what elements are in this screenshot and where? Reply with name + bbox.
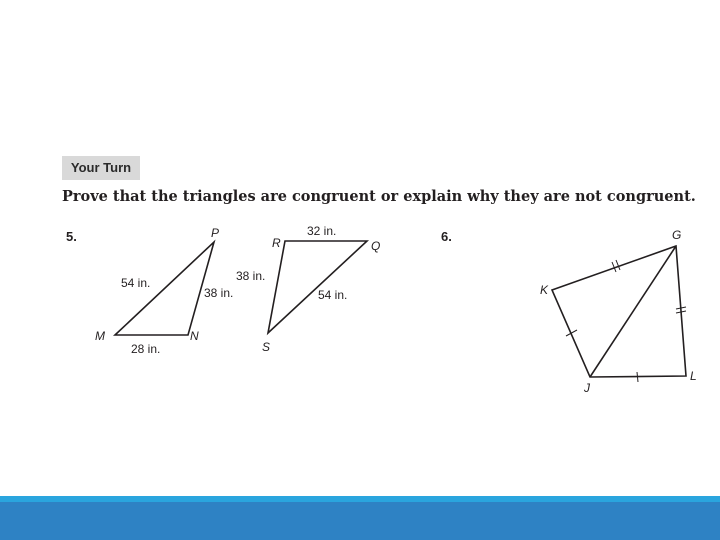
side-rq-label: 32 in. [307,224,337,238]
diagonal-gj [590,246,676,377]
tick-jl [637,372,638,382]
side-rs-label: 38 in. [236,269,266,283]
vertex-s: S [262,340,271,354]
triangle-rqs-outline [268,241,367,333]
vertex-r: R [272,236,281,250]
problem-5-number: 5. [66,229,77,244]
side-mp-label: 54 in. [121,276,151,290]
prompt-text: Prove that the triangles are congruent or explain why they are not congruent. [62,188,696,205]
your-turn-label: Your Turn [62,156,140,180]
vertex-p: P [211,226,220,240]
vertex-m: M [95,329,105,343]
vertex-j: J [584,381,590,395]
quadrilateral-gkjl [552,246,686,377]
side-mn-label: 28 in. [131,342,161,356]
tick-kg [612,260,620,272]
footer-bar [0,502,720,540]
quadrilateral-outline [552,246,686,377]
triangle-rqs [268,241,367,333]
vertex-q: Q [371,239,381,253]
vertex-g: G [672,228,682,242]
vertex-k: K [540,283,549,297]
vertex-l: L [690,369,697,383]
side-qs-label: 54 in. [318,288,348,302]
problem-6-number: 6. [441,229,452,244]
vertex-n: N [190,329,199,343]
side-np-label: 38 in. [204,286,234,300]
